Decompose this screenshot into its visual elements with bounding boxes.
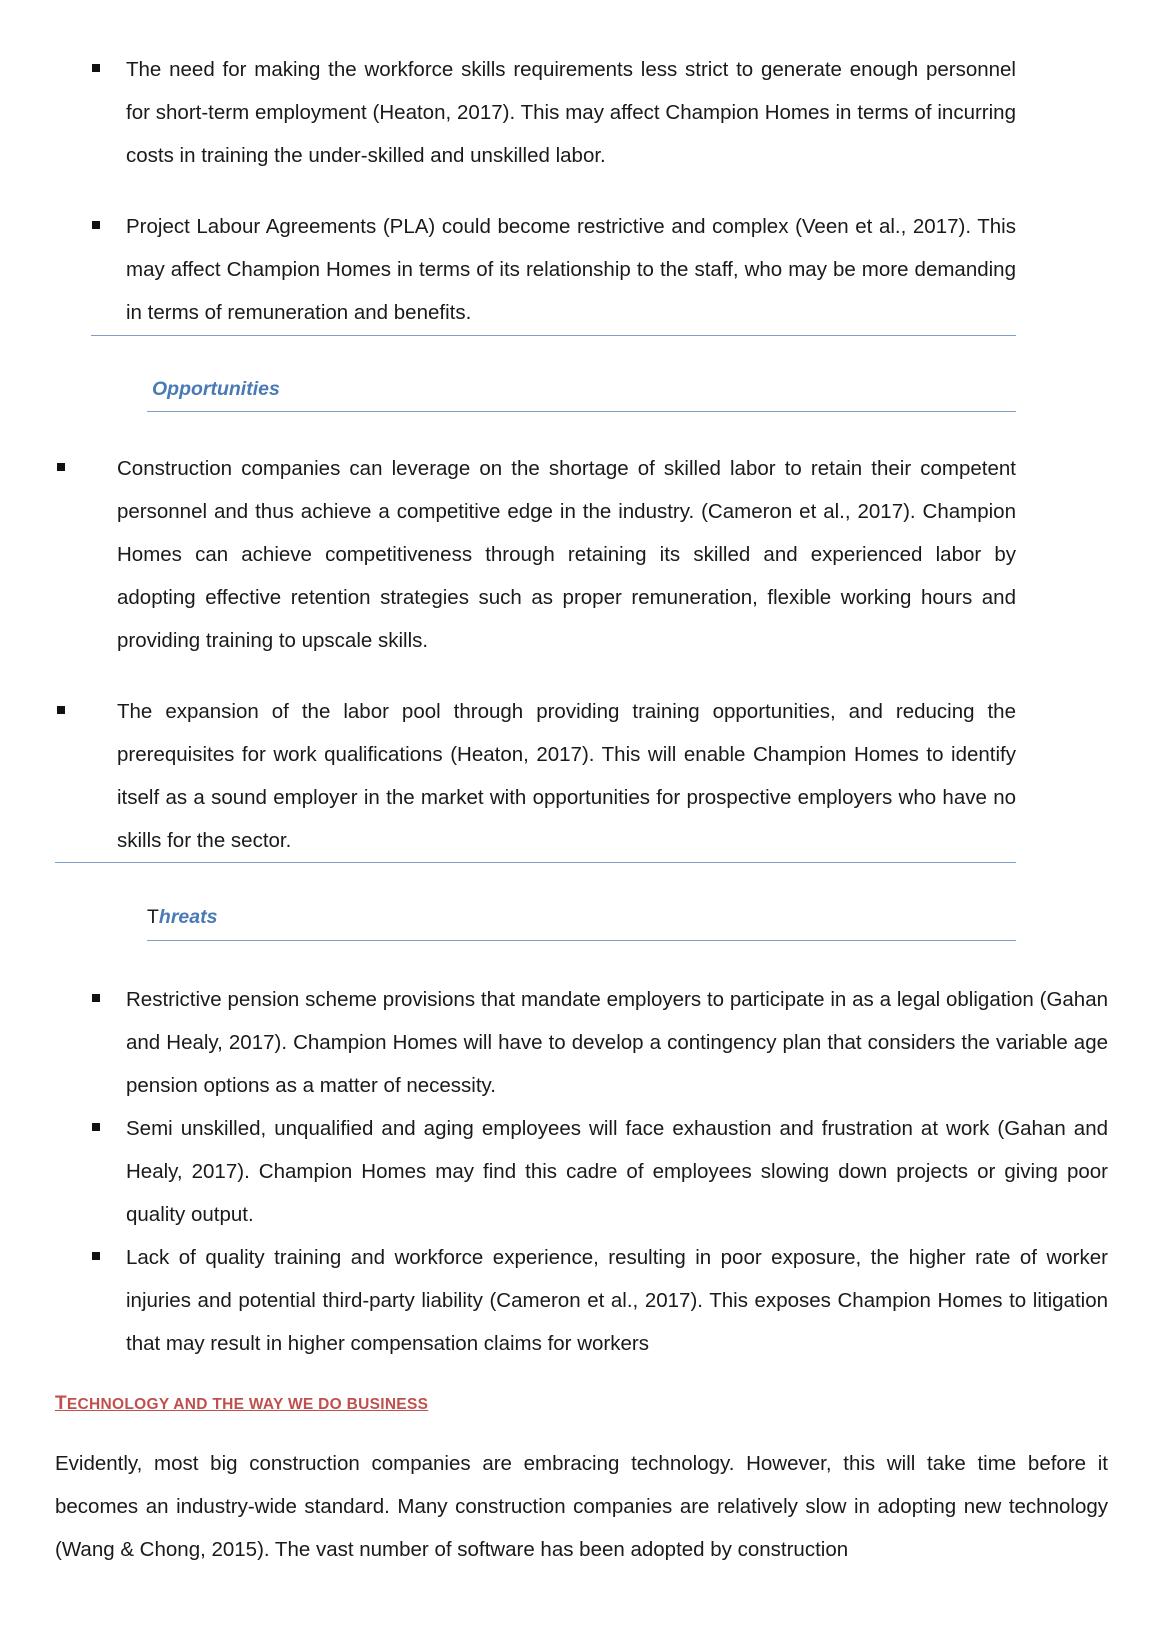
- threat-bullet-2: Semi unskilled, unqualified and aging employees will face exhaustion and frustration at work (Gahan and Healy, 2017). Champion Homes may find this cadre of employees slowing down projects or giving poor quality output.: [126, 1117, 1108, 1226]
- weakness-bullet-1: The need for making the workforce skills requirements less strict to generate enough personnel for short-term employment (Heaton, 2017). This may affect Champion Homes in terms of incurring costs in training the under-skilled and unskilled labor.: [126, 58, 1016, 167]
- technology-paragraph: Evidently, most big construction companies are embracing technology. However, this will take time before it becomes an industry-wide standard. Many construction companies are relatively slow in adopting new technology (Wang & Chong, 2015). The vast number of software has been adopted by construction: [55, 1452, 1108, 1561]
- divider-line: [147, 411, 1016, 412]
- bullet-marker: [92, 994, 100, 1002]
- threats-heading-rest: hreats: [158, 906, 218, 928]
- bullet-marker: [92, 1123, 100, 1131]
- weakness-bullet-2: Project Labour Agreements (PLA) could become restrictive and complex (Veen et al., 2017). This may affect Champion Homes in terms of its relationship to the staff, who may be more demanding in terms of remuneration and benefits.: [126, 215, 1016, 324]
- divider-line: [55, 862, 1016, 863]
- divider-line: [91, 335, 1016, 336]
- threat-bullet-3: Lack of quality training and workforce experience, resulting in poor exposure, the higher rate of worker injuries and potential third-party liability (Cameron et al., 2017). This exposes Champion Homes to litigation that may result in higher compensation claims for workers: [126, 1246, 1108, 1355]
- bullet-marker: [92, 64, 100, 72]
- threat-bullet-1: Restrictive pension scheme provisions that mandate employers to participate in as a legal obligation (Gahan and Healy, 2017). Champion Homes will have to develop a contingency plan that considers the variable age pension options as a matter of necessity.: [126, 988, 1108, 1097]
- bullet-marker: [57, 463, 65, 471]
- threats-heading-initial: T: [147, 906, 159, 928]
- threats-heading: [147, 906, 217, 929]
- opportunity-bullet-1: Construction companies can leverage on the shortage of skilled labor to retain their competent personnel and thus achieve a competitive edge in the industry. (Cameron et al., 2017). Champion Homes can achieve competitiveness through retaining its skilled and experienced labor by adopting effective retention strategies such as proper remuneration, flexible working hours and providing training to upscale skills.: [117, 457, 1016, 652]
- divider-line: [147, 940, 1016, 941]
- opportunity-bullet-2: The expansion of the labor pool through providing training opportunities, and reducing the prerequisites for work qualifications (Heaton, 2017). This will enable Champion Homes to identify itself as a sound employer in the market with opportunities for prospective employers who have no skills for the sector.: [117, 700, 1016, 852]
- bullet-marker: [92, 1252, 100, 1260]
- technology-section-heading: [55, 1393, 428, 1415]
- opportunities-heading: Opportunities: [152, 378, 280, 400]
- technology-heading-rest: ECHNOLOGY AND THE WAY WE DO BUSINESS: [66, 1396, 429, 1413]
- technology-heading-initial: T: [55, 1393, 67, 1414]
- bullet-marker: [57, 706, 65, 714]
- bullet-marker: [92, 221, 100, 229]
